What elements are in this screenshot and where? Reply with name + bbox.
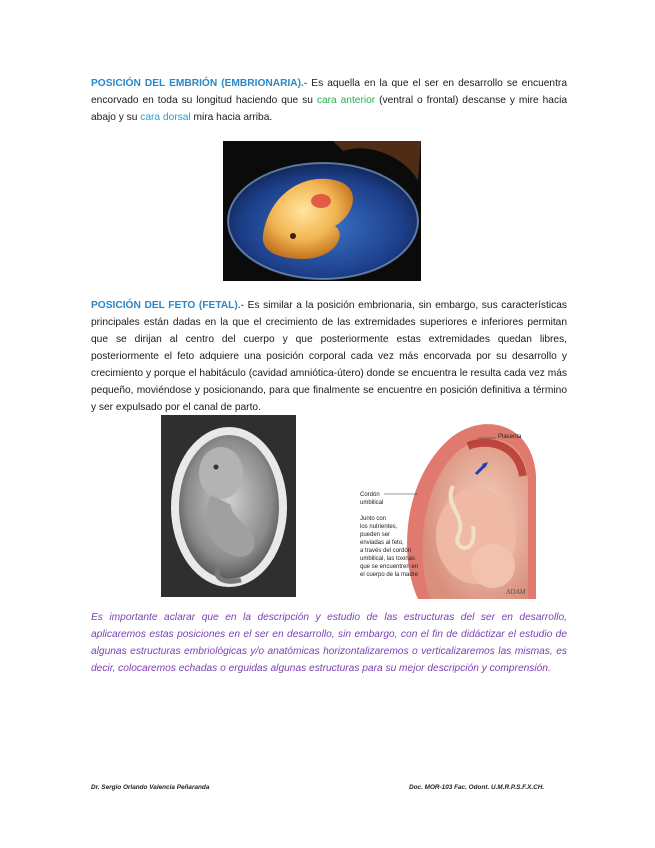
caption-line-5: a través del cordón [360, 548, 412, 554]
embryo-position-paragraph [91, 75, 567, 126]
embryo-text-1: Es aquella en la que el ser en desarrollo se encuentra encorvado en toda su longitud haciendo que su [91, 78, 567, 106]
caption-line-1: Junto con [360, 516, 387, 522]
fetus-position-paragraph [91, 297, 567, 416]
cord-label-line-1: Cordón [360, 492, 380, 498]
embryo-illustration [223, 141, 421, 281]
footer-author: Dr. Sergio Orlando Valencia Peñaranda [91, 784, 210, 791]
adam-watermark: ADAM [506, 588, 526, 596]
caption-line-7: que se encuentren en [360, 564, 419, 570]
caption-line-6: umbilical, las toxinas [360, 556, 416, 562]
embryo-text-2: (ventral o frontal) descanse y mire hacia abajo y su [91, 95, 567, 123]
embryo-position-heading: POSICIÓN DEL EMBRIÓN (EMBRIONARIA).- [91, 78, 308, 89]
caption-line-4: enviadas al feto, [360, 540, 404, 546]
caption-line-2: los nutrientes, [360, 524, 398, 530]
caption-line-3: pueden ser [360, 532, 391, 538]
fetus-text: Es similar a la posición embrionaria, sin embargo, sus características principales están dadas en la que el crecimiento de las extremidades superiores e inferiores permitan que se dirijan al centro del cuerpo y que posteriormente estas extremidades quedan libres, posteriormente el feto adquiere una posición corporal cada vez más encorvada por su desarrollo y crecimiento y porque el habitáculo (cavidad amniótica-útero) donde se encuentra le resulta cada vez más pequeño, moviéndose y posicionando, para que finalmente se encuentre en posición definitiva a término y ser expulsado por el canal de parto. [91, 300, 567, 413]
fetus-uterus-diagram [358, 416, 538, 599]
cord-label-line-2: umbilical [360, 500, 384, 506]
term-cara-dorsal: cara dorsal [140, 112, 191, 123]
embryo-photo [223, 141, 421, 281]
fetus-bw-illustration [161, 415, 296, 597]
fetus-photo [161, 415, 296, 597]
didactic-note: Es importante aclarar que en la descripción y estudio de las estructuras del ser en desarrollo, aplicaremos estas posiciones en el ser en desarrollo, sin embargo, con el fin de didáctizar el estudio de algunas estructuras embriológicas y/o anatómicas horizontalizaremos o verticalizaremos las mismas, es decir, colocaremos echadas o erguidas algunas estructuras para su mejor descripción y comprensión. [91, 612, 567, 674]
embryo-text-3: mira hacia arriba. [190, 112, 273, 123]
caption-line-8: el cuerpo de la madre [360, 572, 419, 578]
fetus-position-heading: POSICIÓN DEL FETO (FETAL).- [91, 300, 244, 311]
uterus-illustration [358, 416, 538, 599]
term-cara-anterior: cara anterior [316, 95, 376, 106]
placenta-label: Placenta [498, 434, 522, 440]
footer-course: Doc. MOR-103 Fac. Odont. U.M.R.P.S.F.X.CH. [409, 784, 545, 791]
